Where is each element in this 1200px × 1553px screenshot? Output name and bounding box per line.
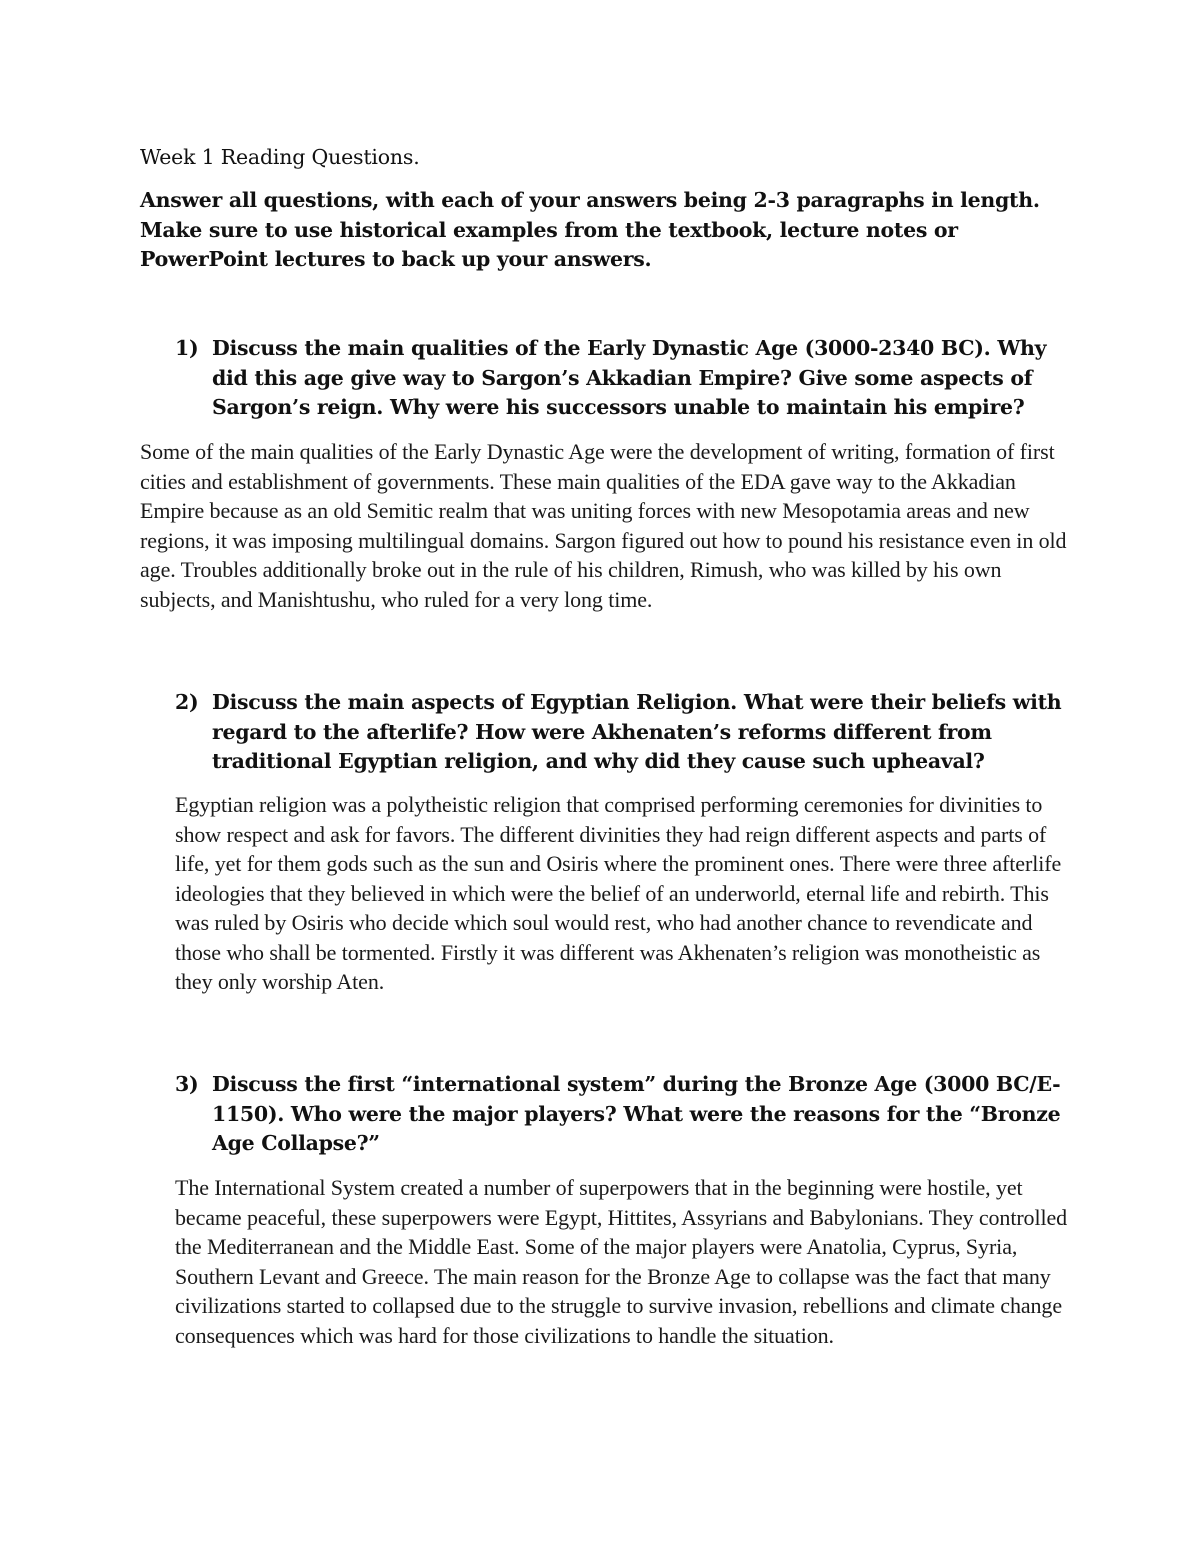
question-number: 3) <box>175 1072 199 1096</box>
answer-3: The International System created a number of superpowers that in the beginning were hostile, yet became peaceful, these superpowers were Egypt, Hittites, Assyrians and Babylonians. They controlled the Mediterranean and the Middle East. Some of the major players were Anatolia, Cyprus, Syria, Southern Levant and Greece. The main reason for the Bronze Age to collapse was the fact that many civilizations started to collapsed due to the struggle to survive invasion, rebellions and climate change consequences which was hard for those civilizations to handle the situation. <box>175 1175 1068 1348</box>
instructions-paragraph: Answer all questions, with each of your answers being 2-3 paragraphs in length. Make sure to use historical examples from the textbook, lecture notes or PowerPoint lectures to back up your answers. <box>140 188 1040 271</box>
question-3 <box>175 1070 1075 1159</box>
question-1 <box>175 334 1075 423</box>
question-2 <box>175 688 1075 777</box>
question-text: Discuss the first “international system” during the Bronze Age (3000 BC/E-1150). Who were the major players? What were the reasons for the “Bronze Age Collapse?” <box>212 1072 1061 1155</box>
document-title: Week 1 Reading Questions. <box>140 145 420 169</box>
answer-2: Egyptian religion was a polytheistic religion that comprised performing ceremonies for divinities to show respect and ask for favors. The different divinities they had reign different aspects and parts of life, yet for them gods such as the sun and Osiris where the prominent ones. There were three afterlife ideologies that they believed in which were the belief of an underworld, eternal life and rebirth. This was ruled by Osiris who decide which soul would rest, who had another chance to revendicate and those who shall be tormented. Firstly it was different was Akhenaten’s religion was monotheistic as they only worship Aten. <box>175 792 1062 994</box>
question-text: Discuss the main aspects of Egyptian Religion. What were their beliefs with regard to the afterlife? How were Akhenaten’s reforms different from traditional Egyptian religion, and why did they cause such upheaval? <box>212 690 1062 773</box>
question-number: 1) <box>175 336 199 360</box>
question-text: Discuss the main qualities of the Early Dynastic Age (3000-2340 BC). Why did this age give way to Sargon’s Akkadian Empire? Give some aspects of Sargon’s reign. Why were his successors unable to maintain his empire? <box>212 336 1047 419</box>
answer-1: Some of the main qualities of the Early Dynastic Age were the development of writing, formation of first cities and establishment of governments. These main qualities of the EDA gave way to the Akkadian Empire because as an old Semitic realm that was uniting forces with new Mesopotamia areas and new regions, it was imposing multilingual domains. Sargon figured out how to pound his resistance even in old age. Troubles additionally broke out in the rule of his children, Rimush, who was killed by his own subjects, and Manishtushu, who ruled for a very long time. <box>140 439 1067 612</box>
question-number: 2) <box>175 690 199 714</box>
